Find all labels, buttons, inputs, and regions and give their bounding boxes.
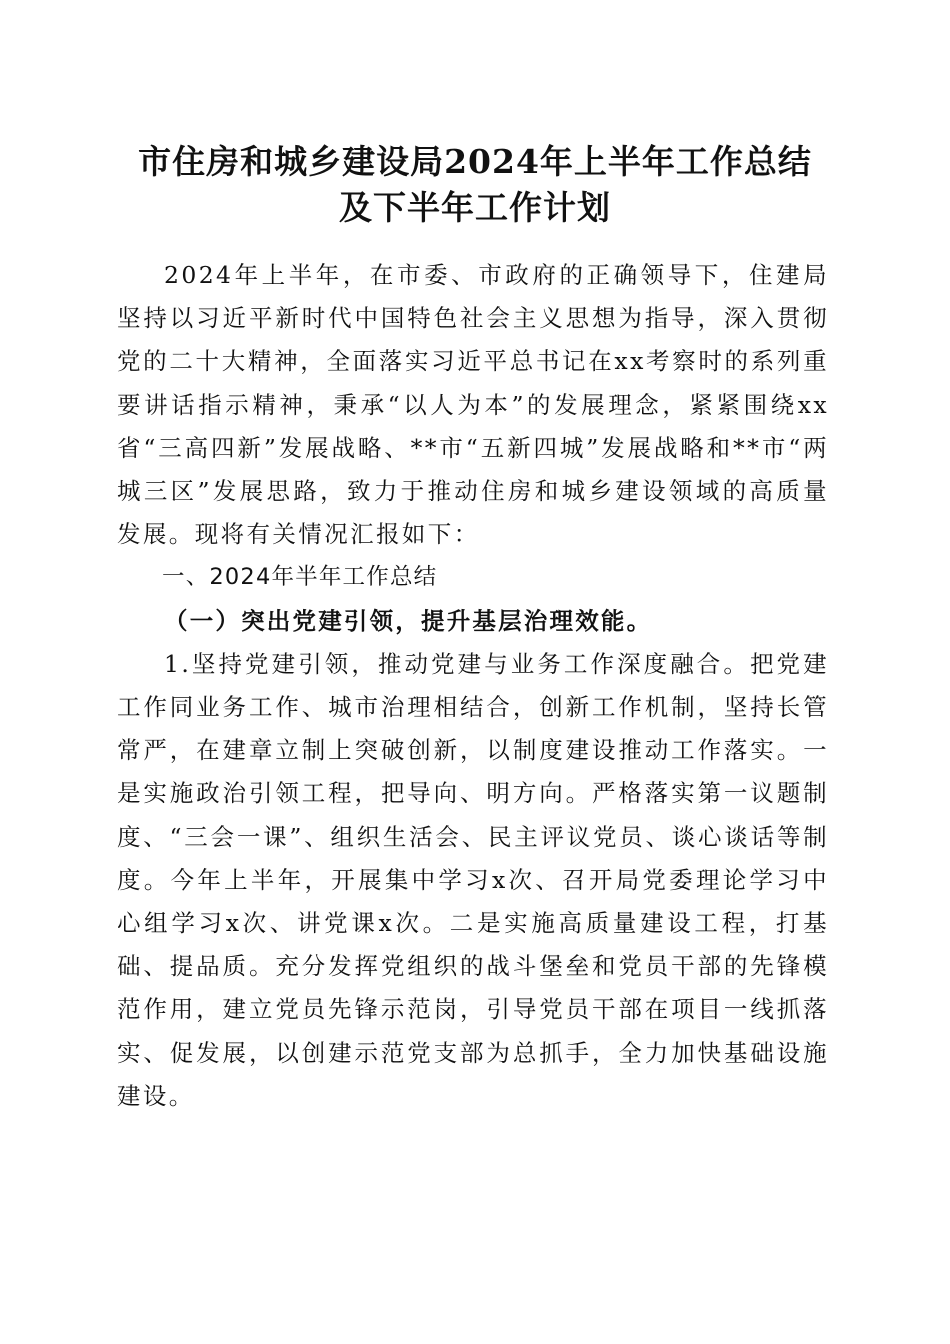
section-heading: 一、2024年半年工作总结 xyxy=(162,564,438,591)
document-title-line-1: 市住房和城乡建设局2024年上半年工作总结 xyxy=(138,142,812,181)
document-title-line-2: 及下半年工作计划 xyxy=(339,188,611,227)
document-body xyxy=(117,254,829,1118)
item-paragraph: 1.坚持党建引领，推动党建与业务工作深度融合。把党建工作同业务工作、城市治理相结合，创新工作机制，坚持长管常严，在建章立制上突破创新，以制度建设推动工作落实。一是实施政治引领工程，把导向、明方向。严格落实第一议题制度、“三会一课”、组织生活会、民主评议党员、谈心谈话等制度。今年上半年，开展集中学习x次、召开局党委理论学习中心组学习x次、讲党课x次。二是实施高质量建设工程，打基础、提品质。充分发挥党组织的战斗堡垒和党员干部的先锋模范作用，建立党员先锋示范岗，引导党员干部在项目一线抓落实、促发展，以创建示范党支部为总抓手，全力加快基础设施建设。 xyxy=(117,649,829,1110)
subsection-heading: （一）突出党建引领，提升基层治理效能。 xyxy=(164,606,653,635)
intro-paragraph: 2024年上半年，在市委、市政府的正确领导下，住建局坚持以习近平新时代中国特色社会主义思想为指导，深入贯彻党的二十大精神，全面落实习近平总书记在xx考察时的系列重要讲话指示精神，秉承“以人为本”的发展理念，紧紧围绕xx省“三高四新”发展战略、**市“五新四城”发展战略和**市“两城三区”发展思路，致力于推动住房和城乡建设领域的高质量发展。现将有关情况汇报如下： xyxy=(117,261,829,549)
